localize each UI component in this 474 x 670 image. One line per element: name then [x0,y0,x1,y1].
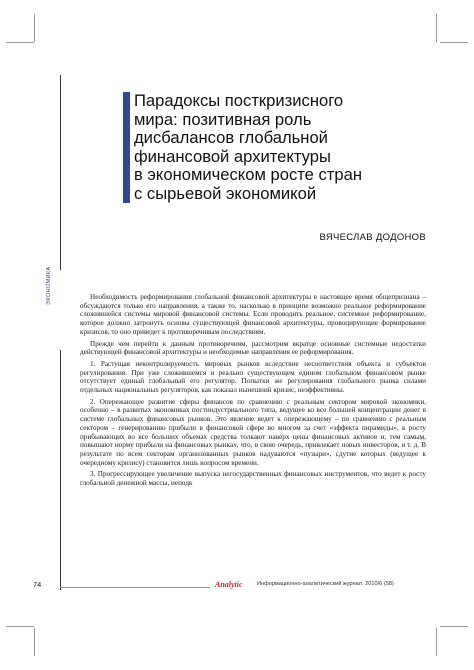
footer-rule [60,587,210,588]
title-line: мира: позитивная роль [134,109,312,129]
crop-mark [6,626,34,627]
journal-info: Информационно-аналитический журнал. 2010/6 (58) [257,581,394,587]
page-footer [0,578,474,598]
crop-mark [34,14,35,42]
title-line: дисбалансов глобальной [134,128,328,147]
page-number: 74 [33,580,42,589]
author-name: ВЯЧЕСЛАВ ДОДОНОВ [319,232,426,243]
paragraph: 3. Прогрессирующее увеличение выпуска негосударственных финансовых инструментов, что ведет к росту глобальной денежной массы, неподк [80,470,426,488]
crop-mark [440,42,468,43]
title-line: Парадоксы посткризисного [134,91,344,110]
paragraph: Прежде чем перейти к данным противоречиям, рассмотрим вкратце основные системные недостатки действующей финансовой архитектуры и необходимые направления ее реформирования. [80,339,426,357]
title-line: с сырьевой экономикой [134,183,317,203]
journal-logo: Analytic [215,580,243,589]
title-block [123,92,439,203]
crop-mark [34,628,35,656]
crop-mark [6,42,34,43]
title-line: финансовой архитектуры [134,146,331,166]
paragraph: 1. Растущая неконтролируемость мировых рынков вследствие несоответствия объекта и субъектов регулирования. При уже сложившемся и реально существующем едином глобальном финансовом рынке отсутствует единый глобальный его регулятор. Попытки же регулирования глобального рынка силами отдельных национальных регуляторов, как показал нынешний кризис, неэффективны. [80,359,426,395]
crop-mark [436,14,437,42]
section-tab [55,270,66,350]
section-label: ЭКОНОМИКА [46,266,52,305]
article-title [134,92,439,203]
article-body [80,293,426,491]
paragraph: Необходимость реформирования глобальной финансовой архитектуры в настоящее время общепризнана – обсуждаются только его направления, а также то, насколько в принципе возможно реальное реформирование сложившейся системы мировой финансовой системы. Если проводить реальное, системное реформирование, которое должно затронуть основы существующей финансовой архитектуры, провоцирующие формирование кризисов, то оно приведет к противоречивым последствиям. [80,293,426,336]
crop-mark [436,628,437,656]
paragraph: 2. Опережающее развитие сферы финансов по сравнению с реальным сектором мировой экономики, особенно – в развитых экономиках постиндустриального типа, ведущее ко все большей концентрации денег в системе глобальных финансовых рынков. Это явление ведет к опережающему – по сравнению с реальным сектором – генерированию прибыли в финансовой сфере во многом за счет «эффекта пирамиды», к росту прибывающих во все больших объемах средства толкают наверх цены финансовых активов и, тем самым, повышают норму прибыли на финансовых рынках, что, в свою очередь, привлекает новых инвесторов, и т. д. В результате по всем секторам организованных рынков надуваются «пузыри», сдутие которых (ведущее к очередному кризису) становится лишь вопросом времени. [80,397,426,467]
crop-mark [440,626,468,627]
title-line: в экономическом росте стран [134,165,363,184]
